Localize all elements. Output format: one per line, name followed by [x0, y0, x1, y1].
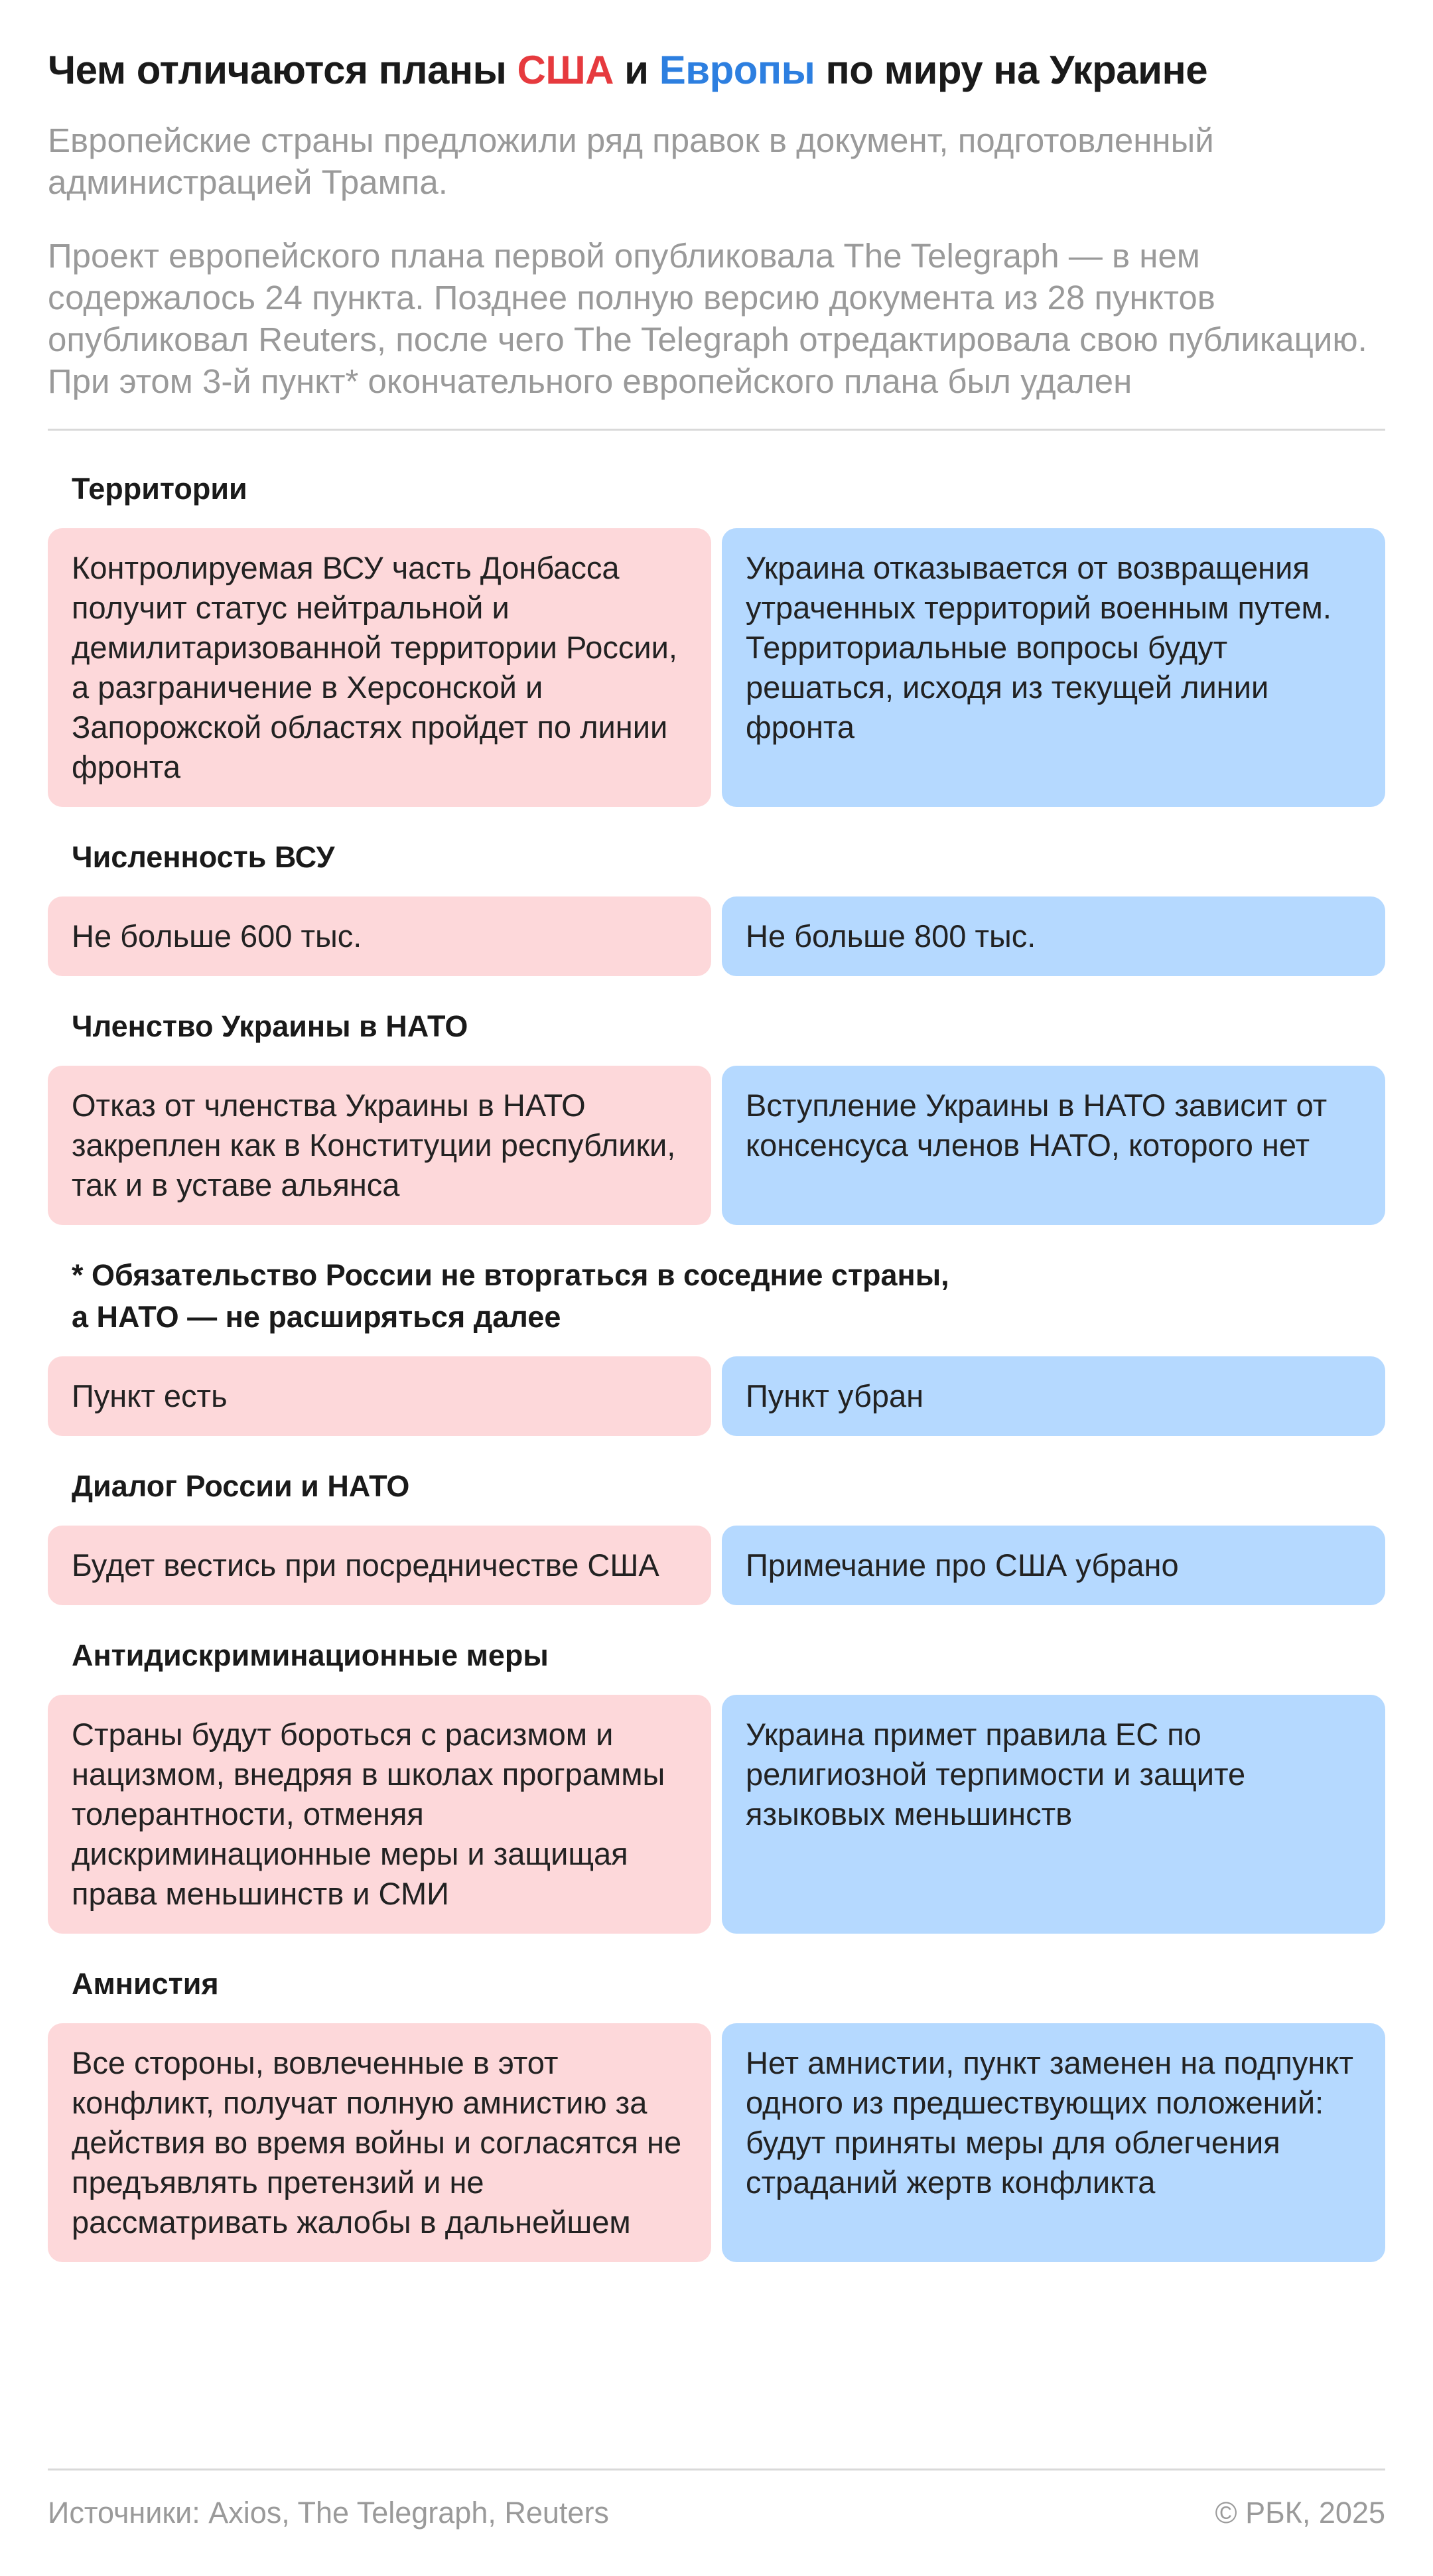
comparison-row: [48, 2023, 1385, 2262]
usa-plan-card: Будет вестись при посредничестве США: [48, 1526, 711, 1605]
usa-plan-card: Страны будут бороться с расизмом и нацизмом, внедряя в школах программы толерантности, отменяя дискриминационные меры и защищая права меньшинств и СМИ: [48, 1695, 711, 1934]
europe-plan-card: Пункт убран: [722, 1356, 1385, 1436]
europe-plan-card: Украина отказывается от возвращения утраченных территорий военным путем. Территориальные вопросы будут решаться, исходя из текущей линии фронта: [722, 528, 1385, 807]
usa-plan-card: Все стороны, вовлеченные в этот конфликт, получат полную амнистию за действия во время войны и согласятся не предъявлять претензий и не рассматривать жалобы в дальнейшем: [48, 2023, 711, 2262]
header-divider: [48, 429, 1385, 431]
sources-credit: Источники: Axios, The Telegraph, Reuters: [48, 2496, 609, 2530]
usa-plan-card: Не больше 600 тыс.: [48, 896, 711, 976]
section-title: Антидискриминационные меры: [72, 1638, 549, 1672]
section-title: Членство Украины в НАТО: [72, 1009, 468, 1043]
publication-note: [48, 235, 1385, 402]
section-title: Численность ВСУ: [72, 840, 335, 874]
usa-plan-card: Пункт есть: [48, 1356, 711, 1436]
europe-plan-card: Вступление Украины в НАТО зависит от консенсуса членов НАТО, которого нет: [722, 1066, 1385, 1225]
europe-plan-card: Не больше 800 тыс.: [722, 896, 1385, 976]
section-amnesty: [48, 1963, 1385, 2262]
comparison-row: [48, 1066, 1385, 1225]
title-usa: США: [517, 48, 614, 92]
copyright: © РБК, 2025: [1215, 2496, 1385, 2530]
europe-plan-card: Примечание про США убрано: [722, 1526, 1385, 1605]
section-title: Амнистия: [72, 1967, 219, 2001]
section-title: Территории: [72, 472, 247, 506]
europe-plan-card: Нет амнистии, пункт заменен на подпункт одного из предшествующих положений: будут приняты меры для облегчения страданий жертв конфликта: [722, 2023, 1385, 2262]
title-part2: и: [613, 48, 659, 92]
comparison-row: [48, 1356, 1385, 1436]
footer: [48, 2469, 1385, 2532]
section-nato-membership: [48, 1005, 1385, 1225]
section-army-size: [48, 836, 1385, 976]
publication-note-removed-item: При этом 3-й пункт* окончательного европейского плана был удален: [48, 362, 1132, 400]
usa-plan-card: Отказ от членства Украины в НАТО закреплен как в Конституции республики, так и в уставе альянса: [48, 1066, 711, 1225]
title-part3: по миру на Украине: [815, 48, 1208, 92]
comparison-row: [48, 1695, 1385, 1934]
section-title: [48, 1254, 1385, 1338]
page-title: [48, 46, 1385, 94]
comparison-row: [48, 528, 1385, 807]
europe-plan-card: Украина примет правила ЕС по религиозной терпимости и защите языковых меньшинств: [722, 1695, 1385, 1934]
section-territories: [48, 468, 1385, 807]
title-europe: Европы: [659, 48, 815, 92]
section-russia-nato-dialogue: [48, 1465, 1385, 1605]
lead-text: Европейские страны предложили ряд правок в документ, подготовленный администрацией Трампа.: [48, 121, 1214, 201]
comparison-row: [48, 1526, 1385, 1605]
comparison-row: [48, 896, 1385, 976]
section-title: Диалог России и НАТО: [72, 1469, 410, 1503]
publication-note-body: Проект европейского плана первой опубликовала The Telegraph — в нем содержалось 24 пункта. Позднее полную версию документа из 28 пунктов опубликовал Reuters, после чего The Telegraph отредактировала свою публикацию.: [48, 237, 1367, 358]
title-part1: Чем отличаются планы: [48, 48, 517, 92]
section-non-aggression: [48, 1254, 1385, 1436]
section-anti-discrimination: [48, 1634, 1385, 1934]
usa-plan-card: Контролируемая ВСУ часть Донбасса получит статус нейтральной и демилитаризованной территории России, а разграничение в Херсонской и Запорожской областях пройдет по линии фронта: [48, 528, 711, 807]
section-title-line2: а НАТО — не расширяться далее: [72, 1300, 561, 1334]
section-title-line1: * Обязательство России не вторгаться в соседние страны,: [72, 1258, 949, 1292]
